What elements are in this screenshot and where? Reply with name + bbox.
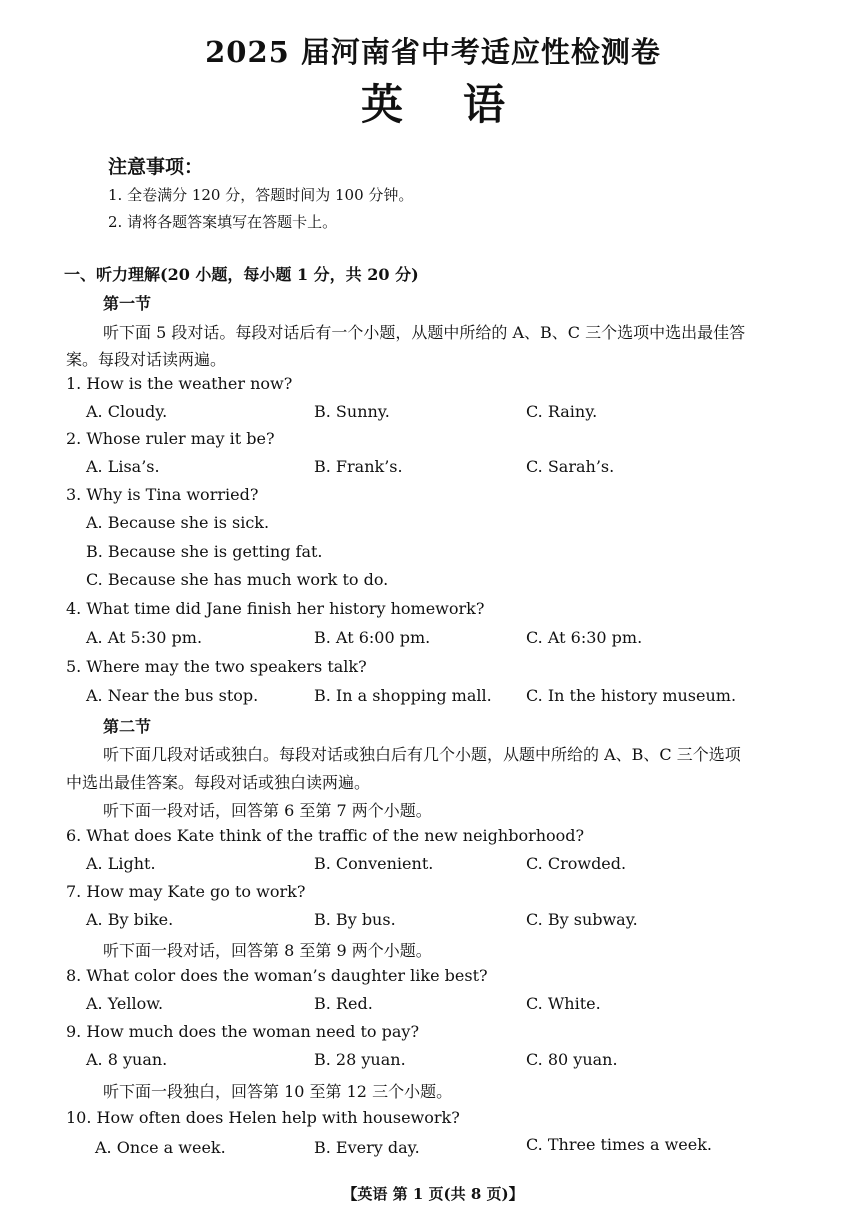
option-c: C. Sarah’s. [526,457,615,476]
question-2: 2. Whose ruler may it be? [66,429,275,448]
part2-sub-instruction: 听下面一段独白，回答第 10 至第 12 三个小题。 [103,1082,453,1101]
part2-instruction: 中选出最佳答案。每段对话或独白读两遍。 [66,773,371,792]
option-a: A. Once a week. [95,1138,226,1157]
option-b: B. By bus. [314,910,396,929]
part2-instruction: 听下面几段对话或独白。每段对话或独白后有几个小题，从题中所给的 A、B、C 三个选项 [103,745,741,764]
part1-instruction: 案。每段对话读两遍。 [66,350,227,369]
question-10: 10. How often does Helen help with housework? [66,1108,460,1127]
option-c: C. Crowded. [526,854,627,873]
part2-heading: 第二节 [103,717,152,736]
notice-heading: 注意事项： [108,156,204,178]
option-a: A. Because she is sick. [86,513,270,532]
option-b: B. In a shopping mall. [314,686,492,705]
option-c: C. By subway. [526,910,638,929]
option-a: A. Cloudy. [86,402,168,421]
option-b: B. 28 yuan. [314,1050,406,1069]
option-b: B. Every day. [314,1138,420,1157]
page-footer: 【英语 第 1 页(共 8 页)】 [342,1185,524,1203]
part2-sub-instruction: 听下面一段对话，回答第 6 至第 7 两个小题。 [103,801,432,820]
question-8: 8. What color does the woman’s daughter like best? [66,966,488,985]
option-a: A. Yellow. [86,994,164,1013]
notice-item: 1. 全卷满分 120 分，答题时间为 100 分钟。 [108,186,414,204]
option-c: C. 80 yuan. [526,1050,618,1069]
option-a: A. Near the bus stop. [86,686,259,705]
question-3: 3. Why is Tina worried? [66,485,259,504]
option-a: A. 8 yuan. [86,1050,168,1069]
option-a: A. At 5:30 pm. [86,628,203,647]
option-c: C. Three times a week. [526,1135,713,1154]
option-b: B. At 6:00 pm. [314,628,431,647]
option-b: B. Red. [314,994,373,1013]
question-9: 9. How much does the woman need to pay? [66,1022,420,1041]
option-a: A. Lisa’s. [86,457,160,476]
option-b: B. Sunny. [314,402,390,421]
question-7: 7. How may Kate go to work? [66,882,306,901]
exam-title: 2025 届河南省中考适应性检测卷 [205,35,661,69]
question-6: 6. What does Kate think of the traffic of the new neighborhood? [66,826,585,845]
option-c: C. Because she has much work to do. [86,570,389,589]
option-b: B. Frank’s. [314,457,403,476]
option-a: A. Light. [86,854,156,873]
question-5: 5. Where may the two speakers talk? [66,657,367,676]
subject-title: 英语 [360,80,565,129]
option-c: C. Rainy. [526,402,598,421]
part1-instruction: 听下面 5 段对话。每段对话后有一个小题，从题中所给的 A、B、C 三个选项中选出最佳答 [103,323,746,342]
option-c: C. White. [526,994,601,1013]
notice-item: 2. 请将各题答案填写在答题卡上。 [108,213,338,231]
question-4: 4. What time did Jane finish her history homework? [66,599,485,618]
option-b: B. Convenient. [314,854,434,873]
option-b: B. Because she is getting fat. [86,542,323,561]
option-c: C. In the history museum. [526,686,737,705]
part1-heading: 第一节 [103,294,152,313]
part2-sub-instruction: 听下面一段对话，回答第 8 至第 9 两个小题。 [103,941,432,960]
question-1: 1. How is the weather now? [66,374,293,393]
section-heading: 一、听力理解(20 小题，每小题 1 分，共 20 分) [64,265,419,284]
option-a: A. By bike. [86,910,174,929]
option-c: C. At 6:30 pm. [526,628,643,647]
